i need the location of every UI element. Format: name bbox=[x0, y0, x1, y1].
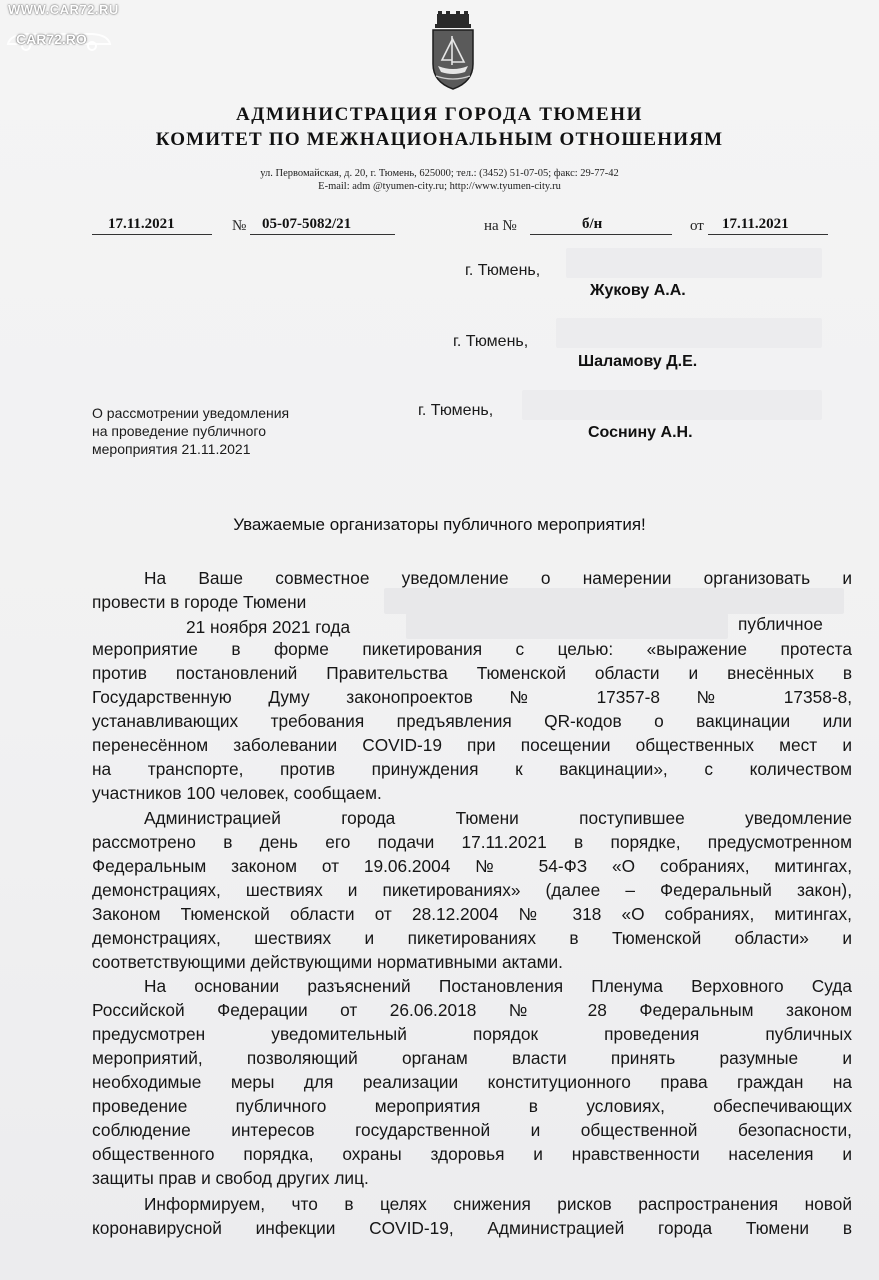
watermark-site-url: WWW.CAR72.RU bbox=[8, 2, 119, 17]
paragraph-1 bbox=[92, 637, 852, 805]
text-line: общественного порядка, охраны здоровья и нравственности населения и bbox=[92, 1144, 852, 1164]
text-line: устанавливающих требования предъявления QR-кодов о вакцинации или bbox=[92, 711, 852, 731]
paragraph-1-line-2: провести в городе Тюмени bbox=[92, 592, 307, 612]
text-line: защиты прав и свобод других лиц. bbox=[92, 1168, 369, 1188]
text-line: демонстрациях, шествиях и пикетированиях» (далее – Федеральный закон), bbox=[92, 880, 852, 900]
reference-label: на № bbox=[484, 218, 517, 234]
text-line: предусмотрен уведомительный порядок проведения публичных bbox=[92, 1024, 852, 1044]
reference-date-label: от bbox=[690, 218, 704, 234]
text-line: мероприятий, позволяющий органам власти принять разумные и bbox=[92, 1048, 852, 1068]
reference-underline bbox=[530, 234, 672, 235]
text-line: Информируем, что в целях снижения рисков распространения новой bbox=[144, 1194, 852, 1214]
text-line: против постановлений Правительства Тюменской области и внесённых в bbox=[92, 663, 852, 683]
watermark-logo-text: CAR72.RO bbox=[16, 31, 87, 47]
paragraph-1-date: 21 ноября 2021 года bbox=[186, 617, 351, 637]
addressee-1-name: Жукову А.А. bbox=[590, 282, 686, 299]
paragraph-1-line-1 bbox=[92, 566, 852, 590]
text-line: соответствующими действующими нормативными актами. bbox=[92, 952, 563, 972]
redacted-location bbox=[384, 588, 844, 614]
outgoing-number: 05-07-5082/21 bbox=[262, 216, 352, 232]
city-coat-of-arms-icon bbox=[428, 10, 478, 90]
text-line: необходимые меры для реализации конституционного права граждан на bbox=[92, 1072, 852, 1092]
number-underline bbox=[250, 234, 395, 235]
committee-name: КОМИТЕТ ПО МЕЖНАЦИОНАЛЬНЫМ ОТНОШЕНИЯМ bbox=[155, 129, 724, 150]
reference-date: 17.11.2021 bbox=[722, 216, 789, 232]
text-line: участников 100 человек, сообщаем. bbox=[92, 783, 382, 803]
text-line: На основании разъяснений Постановления Пленума Верховного Суда bbox=[144, 976, 852, 996]
text-line: рассмотрено в день его подачи 17.11.2021 в порядке, предусмотренном bbox=[92, 832, 852, 852]
watermark-logo bbox=[4, 26, 114, 52]
text-line: на транспорте, против принуждения к вакцинации», с количеством bbox=[92, 759, 852, 779]
redacted-time-place bbox=[406, 613, 728, 639]
text-line: перенесённом заболевании COVID-19 при посещении общественных мест и bbox=[92, 735, 852, 755]
text-line: демонстрациях, шествиях и пикетированиях в Тюменской области» и bbox=[92, 928, 852, 948]
addressee-2-name: Шаламову Д.Е. bbox=[578, 353, 698, 370]
subject-line: О рассмотрении уведомления bbox=[92, 405, 290, 421]
addressee-3-name: Соснину А.Н. bbox=[588, 424, 693, 441]
outgoing-date: 17.11.2021 bbox=[108, 216, 175, 232]
salutation: Уважаемые организаторы публичного мероприятия! bbox=[233, 515, 646, 534]
addressee-1-city: г. Тюмень, bbox=[465, 262, 541, 279]
text-line: Федеральным законом от 19.06.2004 № 54-ФЗ «О собраниях, митингах, bbox=[92, 856, 852, 876]
text-line: мероприятие в форме пикетирования с целью: «выражение протеста bbox=[92, 639, 852, 659]
redacted-address-2 bbox=[556, 318, 822, 348]
contacts-address: ул. Первомайская, д. 20, г. Тюмень, 625000; тел.: (3452) 51-07-05; факс: 29-77-42 bbox=[260, 168, 619, 179]
subject-line: мероприятия 21.11.2021 bbox=[92, 441, 251, 457]
paragraph-2 bbox=[92, 806, 852, 974]
redacted-address-1 bbox=[566, 248, 822, 278]
text-line: На Ваше совместное уведомление о намерении организовать и bbox=[144, 568, 852, 588]
addressee-2-city: г. Тюмень, bbox=[453, 333, 529, 350]
paragraph-1-public-word: публичное bbox=[738, 614, 823, 634]
paragraph-3 bbox=[92, 974, 852, 1190]
date-underline bbox=[92, 234, 212, 235]
text-line: проведение публичного мероприятия в условиях, обеспечивающих bbox=[92, 1096, 852, 1116]
number-label: № bbox=[232, 218, 247, 234]
text-line: Российской Федерации от 26.06.2018 № 28 Федеральным законом bbox=[92, 1000, 852, 1020]
text-line: коронавирусной инфекции COVID-19, Администрацией города Тюмени в bbox=[92, 1218, 852, 1238]
letter-subject bbox=[92, 404, 352, 458]
subject-line: на проведение публичного bbox=[92, 423, 267, 439]
organization-name: АДМИНИСТРАЦИЯ ГОРОДА ТЮМЕНИ bbox=[235, 104, 644, 125]
reference-date-underline bbox=[708, 234, 828, 235]
redacted-address-3 bbox=[522, 390, 822, 420]
text-line: Администрацией города Тюмени поступившее уведомление bbox=[144, 808, 852, 828]
text-line: Законом Тюменской области от 28.12.2004 № 318 «О собраниях, митингах, bbox=[92, 904, 852, 924]
contacts-web: E-mail: adm @tyumen-city.ru; http://www.tyumen-city.ru bbox=[318, 181, 561, 192]
reference-number: б/н bbox=[582, 216, 603, 232]
addressee-3-city: г. Тюмень, bbox=[418, 402, 494, 419]
text-line: Государственную Думу законопроектов № 17357-8 № 17358-8, bbox=[92, 687, 852, 707]
text-line: соблюдение интересов государственной и общественной безопасности, bbox=[92, 1120, 852, 1140]
paragraph-4 bbox=[92, 1192, 852, 1240]
